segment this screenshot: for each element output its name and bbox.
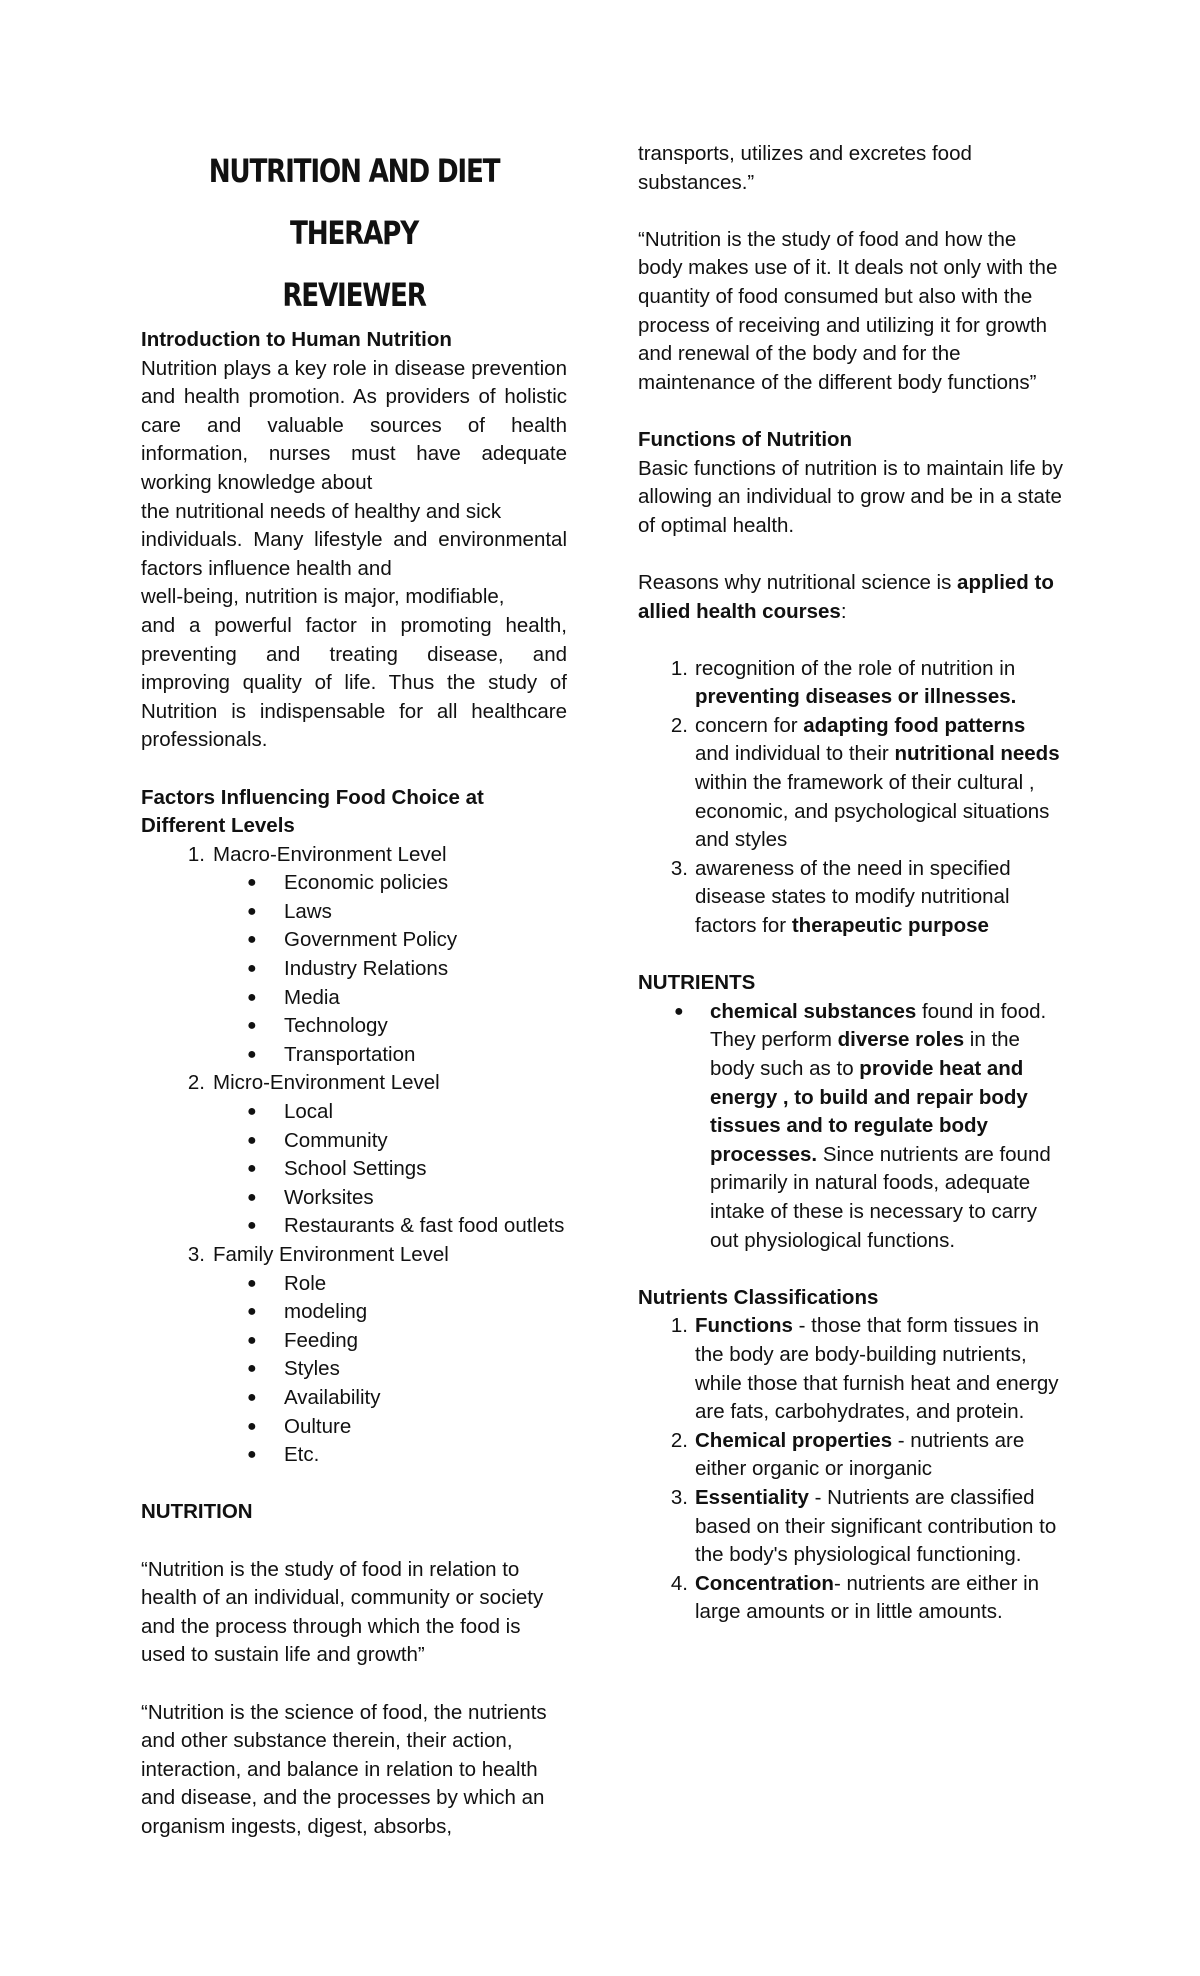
document-title [179, 140, 528, 326]
intro-paragraph-2: the nutritional needs of healthy and sick [141, 499, 502, 523]
functions-body: Basic functions of nutrition is to maintain life by allowing an individual to grow and be in a state of optimal health. [638, 456, 1064, 537]
classification-desc: - those that form tissues in the body are body-building nutrients, while those that furnish heat and energy are fats, carbohydrates, and protein. [695, 1314, 1059, 1424]
classifications-heading: Nutrients Classifications [638, 1285, 879, 1309]
classification-term: Essentiality [695, 1485, 809, 1509]
right-column [638, 140, 1064, 1627]
functions-heading: Functions of Nutrition [638, 427, 853, 451]
list-item: ● Availability [141, 1384, 567, 1413]
classification-term: Chemical properties [695, 1428, 893, 1452]
reason-text: within the framework of their cultural , economic, and psychological situations and styles [695, 771, 1050, 852]
list-item: ● Community [141, 1127, 567, 1156]
list-number: 1. [670, 656, 688, 680]
nutrients-heading: NUTRIENTS [638, 971, 756, 995]
nutrients-bold: provide heat and energy , to build and repair body tissues and to regulate body processes. [710, 1057, 1028, 1166]
title-line-1: NUTRITION AND DIET THERAPY [208, 152, 500, 252]
list-number: 2. [670, 713, 688, 737]
intro-paragraph-4: well-being, nutrition is major, modifiable, [141, 585, 505, 609]
level-number: 2. [187, 1071, 205, 1095]
reasons-intro [638, 569, 1064, 626]
reasons-intro-bold: applied to allied health courses [638, 570, 1054, 623]
nutrition-quote-1: “Nutrition is the study of food in relation to health of an individual, community or society and the process through which the food is used to sustain life and growth” [141, 1557, 544, 1667]
reason-bold: adapting food patterns [803, 713, 1026, 737]
list-item: ● School Settings [141, 1155, 567, 1184]
nutrition-heading: NUTRITION [141, 1500, 253, 1524]
left-column [141, 140, 567, 1841]
list-item [638, 998, 1064, 1255]
list-item [638, 1312, 1064, 1426]
list-item: ● Industry Relations [141, 955, 567, 984]
level-label: Macro-Environment Level [213, 842, 447, 866]
factors-levels-list-3 [141, 1241, 567, 1270]
list-item [638, 655, 1064, 712]
reason-bold: preventing diseases or illnesses. [695, 685, 1017, 709]
list-item: ● Laws [141, 898, 567, 927]
list-item: ● Styles [141, 1355, 567, 1384]
reason-bold: nutritional needs [894, 742, 1060, 766]
level-item [141, 1241, 567, 1270]
list-item [638, 1570, 1064, 1627]
level-number: 3. [187, 1243, 205, 1266]
list-item: ● Local [141, 1098, 567, 1127]
classification-term: Functions [695, 1314, 793, 1338]
list-item: ● Economic policies [141, 869, 567, 898]
classification-desc: - nutrients are either organic or inorganic [695, 1428, 1025, 1481]
nutrients-text: found in food. They perform [710, 999, 1047, 1052]
level-label: Family Environment Level [213, 1243, 449, 1266]
level-item [141, 841, 567, 870]
list-number: 3. [670, 1485, 688, 1509]
intro-paragraph-5: and a powerful factor in promoting health, preventing and treating disease, and improving quality of life. Thus the study of Nutrition is indispensable for all healthcare professionals. [141, 613, 567, 752]
macro-factors-list [141, 869, 567, 1069]
level-label: Micro-Environment Level [213, 1071, 440, 1095]
list-item: ● Oulture [141, 1413, 567, 1442]
nutrition-quote-3: “Nutrition is the study of food and how the body makes use of it. It deals not only with the quantity of food consumed but also with the process of receiving and utilizing it for growth and renewal of the body and for the maintenance of the different body functions” [638, 227, 1058, 394]
list-number: 4. [670, 1571, 688, 1595]
list-number: 3. [670, 856, 688, 880]
intro-heading: Introduction to Human Nutrition [141, 328, 452, 351]
list-item: ● Role [141, 1270, 567, 1299]
title-line-2: REVIEWER [282, 276, 426, 314]
list-number: 1. [670, 1314, 688, 1338]
factors-levels-list [141, 841, 567, 870]
list-item: ● Transportation [141, 1041, 567, 1070]
reason-text: concern for [695, 713, 804, 737]
intro-paragraph-1: Nutrition plays a key role in disease prevention and health promotion. As providers of holistic care and valuable sources of health information, nurses must have adequate working knowledge about [141, 356, 567, 494]
family-factors-list [141, 1270, 567, 1470]
classifications-list [638, 1312, 1064, 1627]
nutrition-quote-2a: “Nutrition is the science of food, the nutrients and other substance therein, their action, interaction, and balance in relation to health and disease, and the processes by which an organism ingests, digest, absorbs, [141, 1700, 547, 1838]
intro-paragraph-3: individuals. Many lifestyle and environmental factors influence health and [141, 528, 567, 580]
factors-levels-list-2 [141, 1069, 567, 1098]
level-number: 1. [187, 842, 205, 866]
classification-desc: - nutrients are either in large amounts or in little amounts. [695, 1571, 1040, 1624]
list-item: ● modeling [141, 1298, 567, 1327]
reason-text: and individual to their [695, 742, 895, 766]
list-item [638, 1427, 1064, 1484]
nutrients-bold: chemical substances [710, 999, 917, 1023]
list-item: ● Etc. [141, 1441, 567, 1470]
list-item: ● Technology [141, 1012, 567, 1041]
factors-heading: Factors Influencing Food Choice at Different Levels [141, 785, 484, 838]
list-item: ● Worksites [141, 1184, 567, 1213]
reasons-intro-text: Reasons why nutritional science is [638, 570, 958, 594]
reason-text: recognition of the role of nutrition in [695, 656, 1016, 680]
nutrients-text: Since nutrients are found primarily in natural foods, adequate intake of these is necessary to carry out physiological functions. [710, 1142, 1051, 1252]
classification-desc: - Nutrients are classified based on their significant contribution to the body's physiological functioning. [695, 1485, 1057, 1567]
list-item: ● Government Policy [141, 926, 567, 955]
nutrients-text: in the body such as to [710, 1028, 1020, 1080]
list-item [638, 855, 1064, 941]
list-item: ● Restaurants & fast food outlets [141, 1212, 567, 1241]
nutrients-list [638, 998, 1064, 1255]
level-item [141, 1069, 567, 1098]
reasons-intro-colon: : [840, 599, 847, 623]
micro-factors-list [141, 1098, 567, 1241]
list-item [638, 712, 1064, 855]
reasons-list [638, 655, 1064, 941]
list-number: 2. [670, 1428, 688, 1452]
list-item [638, 1484, 1064, 1570]
list-item: ● Feeding [141, 1327, 567, 1356]
nutrition-quote-2b: transports, utilizes and excretes food substances.” [638, 142, 972, 194]
classification-term: Concentration [695, 1571, 834, 1595]
list-item: ● Media [141, 984, 567, 1013]
reason-text: awareness of the need in specified disease states to modify nutritional factors for [695, 856, 1011, 938]
reason-bold: therapeutic purpose [791, 914, 989, 938]
nutrients-bold: diverse roles [837, 1028, 965, 1052]
